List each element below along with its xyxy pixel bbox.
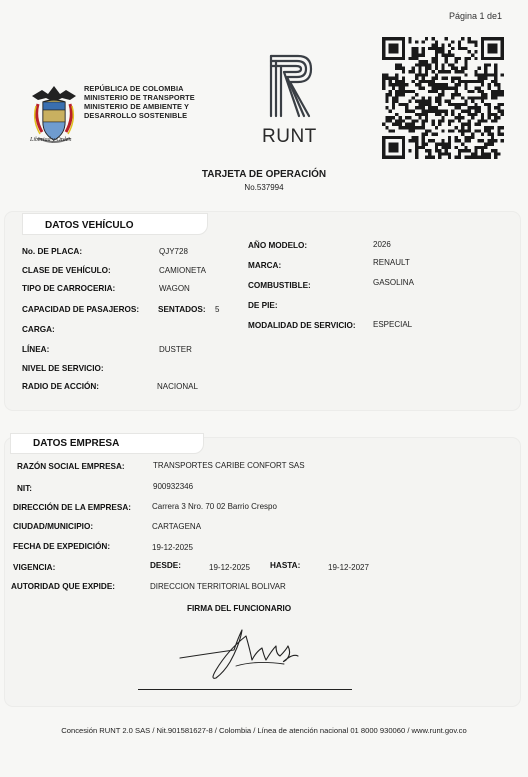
plate-value: QJY728 xyxy=(159,247,188,256)
service-level-label: NIVEL DE SERVICIO: xyxy=(22,364,104,373)
page-number: Página 1 de1 xyxy=(448,11,502,21)
ministry-line: MINISTERIO DE TRANSPORTE xyxy=(84,93,195,102)
seated-value: 5 xyxy=(215,305,220,314)
model-year-label: AÑO MODELO: xyxy=(248,241,308,250)
valid-from-label: DESDE: xyxy=(150,561,181,570)
company-name-value: TRANSPORTES CARIBE CONFORT SAS xyxy=(153,461,305,470)
nit-value: 900932346 xyxy=(153,482,194,491)
official-signature-icon xyxy=(176,620,310,686)
fuel-value: GASOLINA xyxy=(373,278,414,287)
valid-from-value: 19-12-2025 xyxy=(209,563,250,572)
company-address-label: DIRECCIÓN DE LA EMPRESA: xyxy=(13,503,131,512)
brand-label: MARCA: xyxy=(248,261,282,270)
runt-logo-text: RUNT xyxy=(262,126,317,147)
vehicle-section-title: DATOS VEHÍCULO xyxy=(22,213,208,235)
model-year-value: 2026 xyxy=(373,240,391,249)
company-name-label: RAZÓN SOCIAL EMPRESA: xyxy=(17,462,125,471)
document-number: No.537994 xyxy=(244,183,284,192)
line-label: LÍNEA: xyxy=(22,345,50,354)
valid-to-label: HASTA: xyxy=(270,561,301,570)
issuing-authority-value: DIRECCION TERRITORIAL BOLIVAR xyxy=(150,582,286,591)
vehicle-class-value: CAMIONETA xyxy=(159,266,206,275)
brand-value: RENAULT xyxy=(373,258,410,267)
vehicle-class-label: CLASE DE VEHÍCULO: xyxy=(22,266,111,275)
service-modality-value: ESPECIAL xyxy=(373,320,413,329)
company-address-value: Carrera 3 Nro. 70 02 Barrio Crespo xyxy=(152,502,277,511)
city-label: CIUDAD/MUNICIPIO: xyxy=(13,522,94,531)
footer-text: Concesión RUNT 2.0 SAS / Nit.901581627-8 / Colombia / Línea de atención nacional 01 8000 930060 / www.runt.gov.co xyxy=(61,726,467,735)
passenger-capacity-label: CAPACIDAD DE PASAJEROS: xyxy=(22,305,140,314)
action-radius-value: NACIONAL xyxy=(157,382,198,391)
nit-label: NIT: xyxy=(17,484,33,493)
runt-logo-icon xyxy=(262,52,316,122)
issue-date-value: 19-12-2025 xyxy=(152,543,193,552)
seated-label: SENTADOS: xyxy=(158,305,206,314)
crest-caption: Libertad y Orden xyxy=(30,137,72,143)
body-type-value: WAGON xyxy=(159,284,190,293)
qr-code-icon xyxy=(382,37,504,159)
city-value: CARTAGENA xyxy=(152,522,202,531)
action-radius-label: RADIO DE ACCIÓN: xyxy=(22,382,100,391)
valid-to-value: 19-12-2027 xyxy=(328,563,369,572)
issue-date-label: FECHA DE EXPEDICIÓN: xyxy=(13,542,111,551)
signature-line xyxy=(138,689,352,690)
document-title: TARJETA DE OPERACIÓN xyxy=(201,169,327,180)
body-type-label: TIPO DE CARROCERIA: xyxy=(22,284,116,293)
ministry-line: DESARROLLO SOSTENIBLE xyxy=(84,111,188,120)
ministry-name xyxy=(84,84,195,120)
service-modality-label: MODALIDAD DE SERVICIO: xyxy=(248,321,356,330)
ministry-line: REPÚBLICA DE COLOMBIA xyxy=(84,84,184,93)
validity-label: VIGENCIA: xyxy=(13,563,56,572)
fuel-label: COMBUSTIBLE: xyxy=(248,281,311,290)
cargo-label: CARGA: xyxy=(22,325,55,334)
signature-label: FIRMA DEL FUNCIONARIO xyxy=(187,604,292,613)
ministry-line: MINISTERIO DE AMBIENTE Y xyxy=(84,102,190,111)
plate-label: No. DE PLACA: xyxy=(22,247,83,256)
line-value: DUSTER xyxy=(159,345,192,354)
standing-label: DE PIE: xyxy=(248,301,278,310)
company-section-title: DATOS EMPRESA xyxy=(10,433,204,454)
issuing-authority-label: AUTORIDAD QUE EXPIDE: xyxy=(11,582,116,591)
